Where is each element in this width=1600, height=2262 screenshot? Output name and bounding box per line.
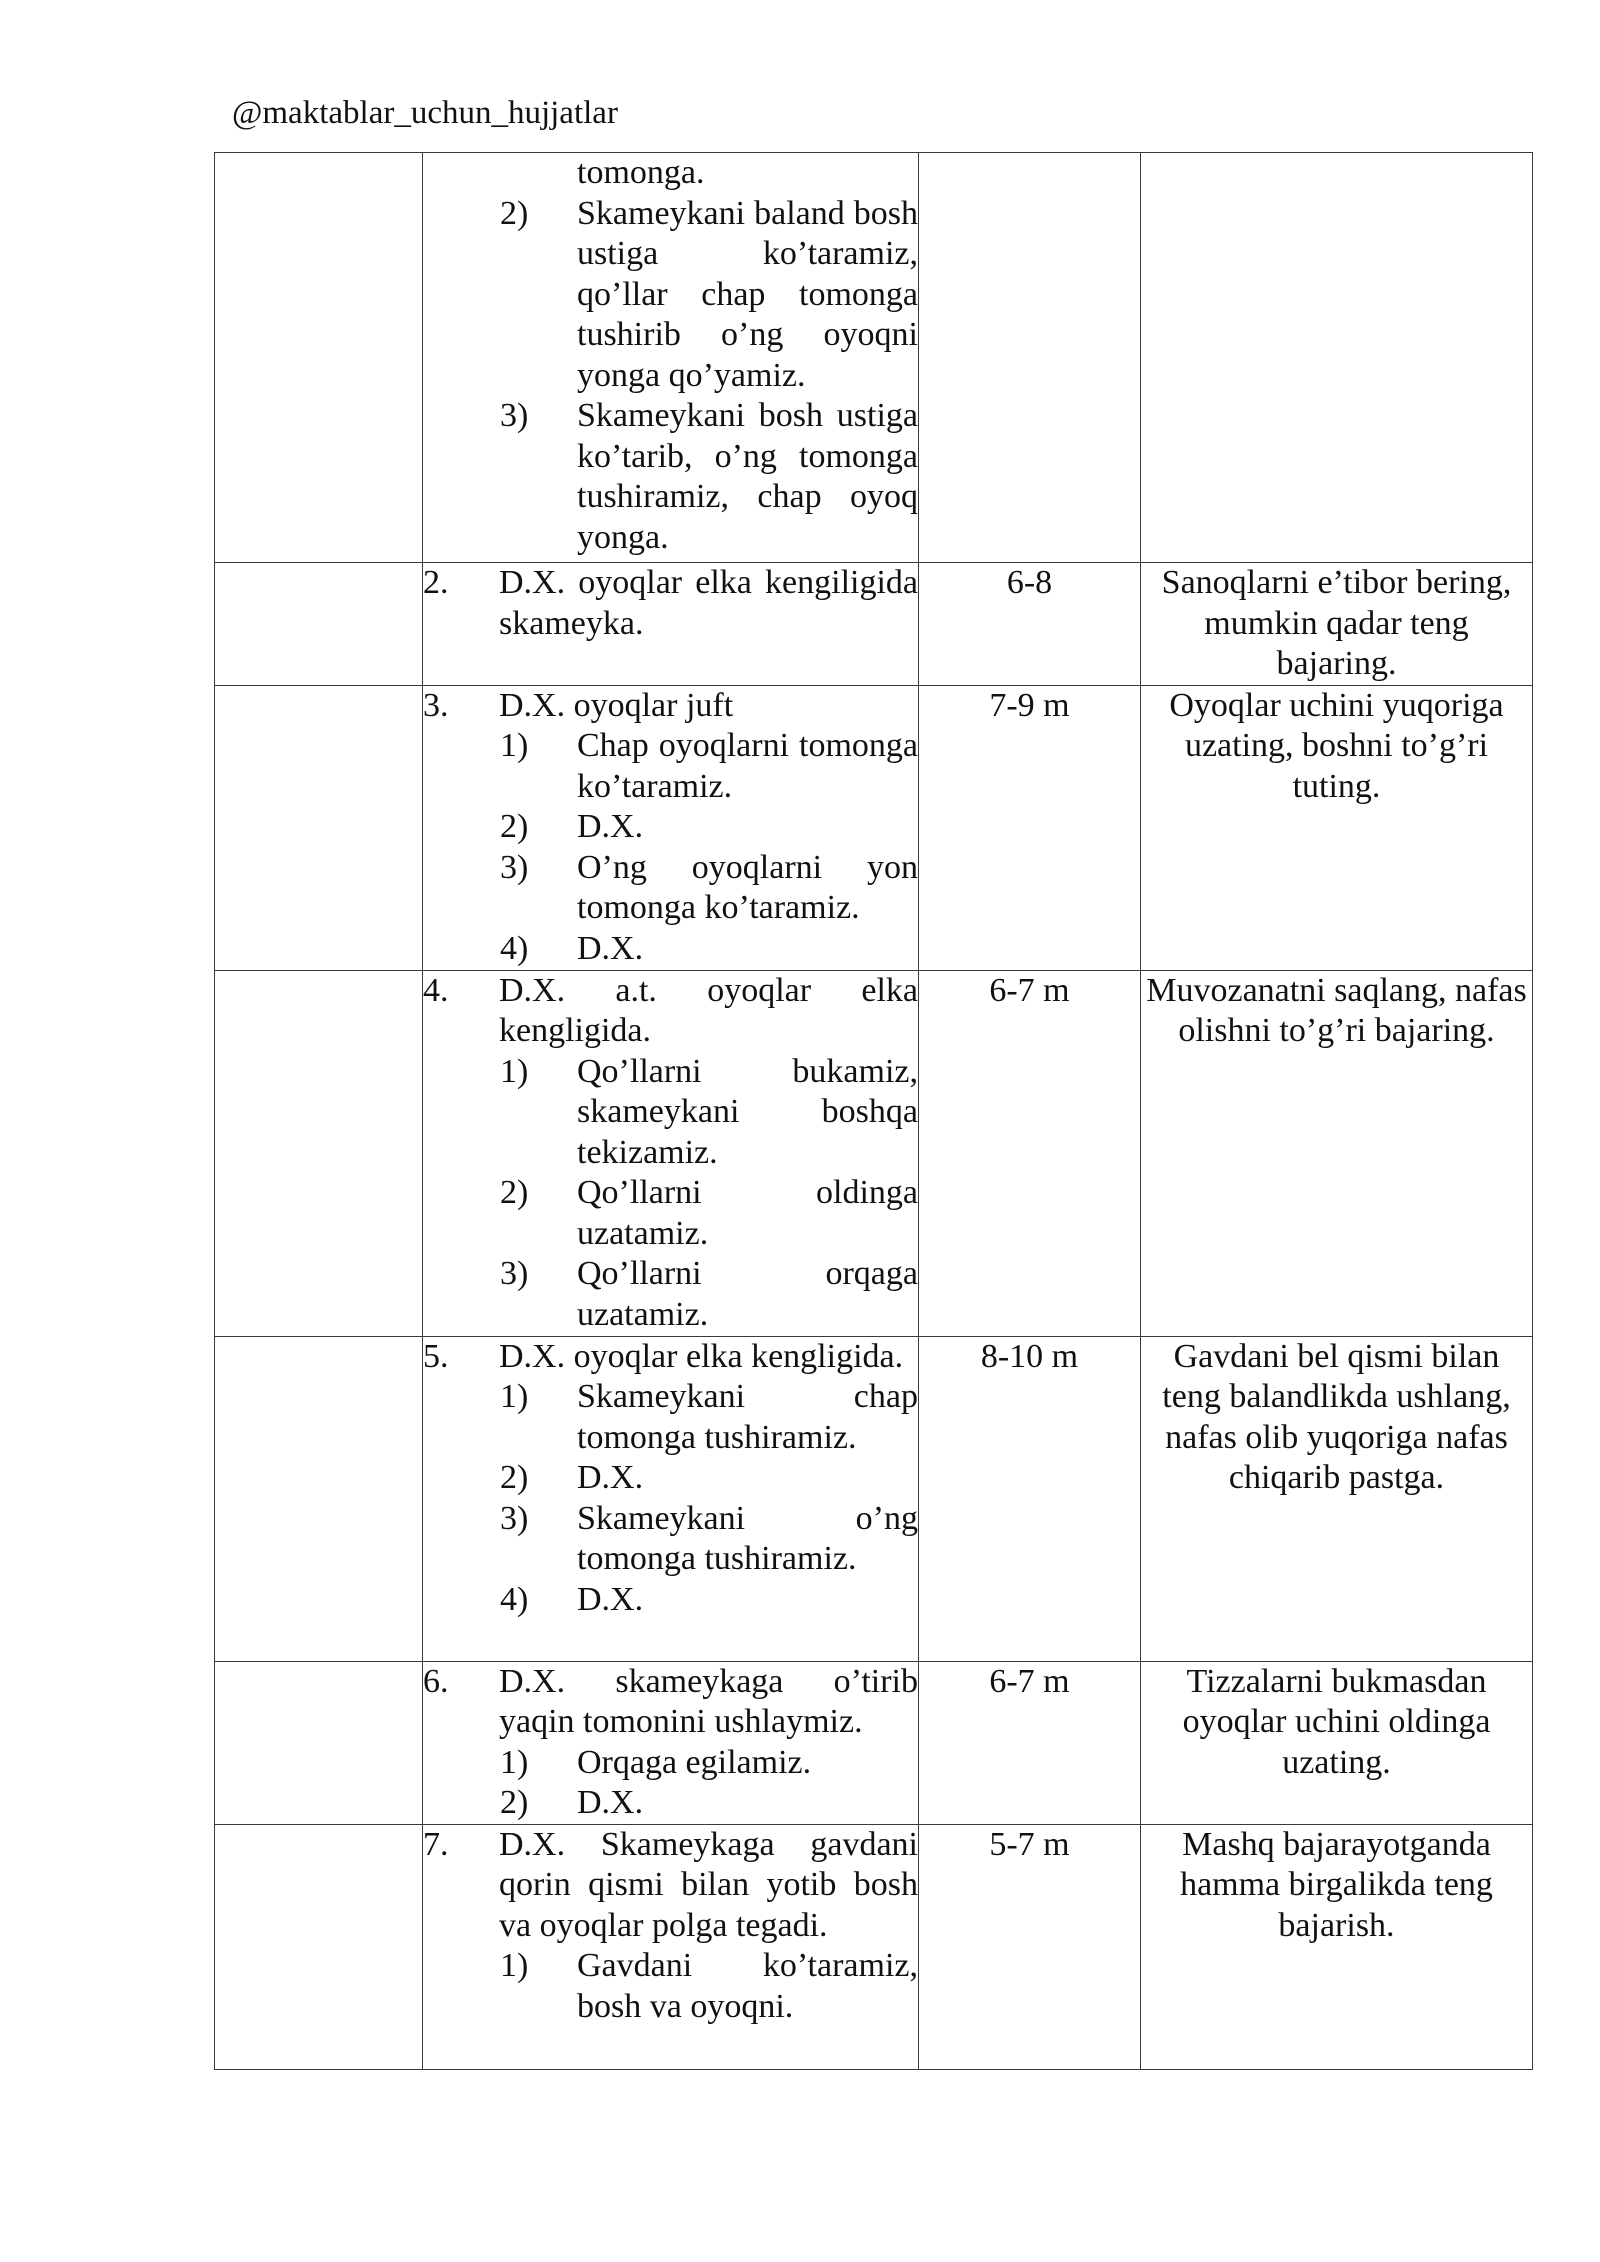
exercise-heading [423,563,918,644]
table-row [215,970,1533,1336]
exercise-step [423,807,918,848]
step-number: 3) [500,848,529,886]
exercise-number: 6. [423,1662,449,1700]
dosage-cell: 6-7 m [919,970,1141,1336]
step-text: D.X. [577,1784,644,1821]
step-number: 1) [500,1052,529,1090]
exercise-cell [423,1824,919,2069]
step-number: 2) [500,1459,529,1496]
step-text: Gavdani ko’taramiz, bosh va oyoqni. [577,1947,918,2025]
exercise-step [423,1173,918,1254]
note-cell [1141,153,1533,563]
exercise-table [214,152,1533,2070]
dosage-cell: 6-7 m [919,1661,1141,1824]
step-number: 2) [500,1174,529,1211]
step-text: D.X. [577,1459,644,1496]
step-text: D.X. [577,808,644,845]
exercise-cell [423,1661,919,1824]
step-text: Qo’llarni bukamiz, skameykani boshqa tekizamiz. [577,1052,918,1171]
exercise-step [423,1377,918,1458]
exercise-step [423,726,918,807]
step-number: 3) [500,1255,529,1292]
step-number: 2) [500,808,529,845]
exercise-cell [423,685,919,970]
exercise-step [423,1254,918,1335]
exercise-cell [423,970,919,1336]
dosage-cell [919,153,1141,563]
exercise-step [423,194,918,397]
exercise-step [423,929,918,970]
dosage-cell: 5-7 m [919,1824,1141,2069]
note-cell: Gavdani bel qismi bilan teng balandlikda ushlang, nafas olib yuqoriga nafas chiqarib pastga. [1141,1336,1533,1661]
exercise-intro: D.X. oyoqlar juft [499,686,734,724]
exercise-intro: D.X. oyoqlar elka kengiligida skameyka. [499,564,918,642]
note-cell: Muvozanatni saqlang, nafas olishni to’g’ri bajaring. [1141,970,1533,1336]
step-text: D.X. [577,929,644,967]
exercise-number: 2. [423,564,449,601]
table-row [215,1336,1533,1661]
exercise-step [423,396,918,558]
exercise-heading [423,1662,918,1743]
empty-cell [215,563,423,686]
step-number: 1) [500,1378,529,1415]
step-text: O’ng oyoqlarni yon tomonga ko’taramiz. [577,848,918,926]
step-text: Skameykani baland bosh ustiga ko’taramiz, qo’llar chap tomonga tushirib o’ng oyoqni yonga qo’yamiz. [577,194,918,394]
step-text: D.X. [577,1580,644,1618]
exercise-heading [423,1337,918,1378]
empty-cell [215,1336,423,1661]
step-text: Skameykani chap tomonga tushiramiz. [577,1378,918,1456]
exercise-cell [423,153,919,563]
note-cell: Tizzalarni bukmasdan oyoqlar uchini oldinga uzating. [1141,1661,1533,1824]
step-text: Qo’llarni orqaga uzatamiz. [577,1255,918,1333]
exercise-step [423,1580,918,1621]
step-text: Orqaga egilamiz. [577,1743,812,1781]
exercise-step [423,848,918,929]
empty-cell [215,970,423,1336]
dosage-cell: 6-8 [919,563,1141,686]
exercise-heading [423,1825,918,1947]
exercise-number: 5. [423,1337,449,1375]
step-number: 4) [500,929,529,967]
exercise-number: 3. [423,686,449,724]
empty-cell [215,1661,423,1824]
note-cell: Mashq bajarayotganda hamma birgalikda teng bajarish. [1141,1824,1533,2069]
step-number: 1) [500,1743,529,1781]
exercise-number: 4. [423,971,449,1009]
table-row [215,563,1533,686]
exercise-intro: D.X. skameykaga o’tirib yaqin tomonini ushlaymiz. [499,1662,918,1740]
exercise-heading [423,971,918,1052]
exercise-step [423,1743,918,1784]
step-number: 3) [500,397,529,434]
exercise-table-body [215,153,1533,2070]
step-number: 2) [500,194,529,232]
note-cell: Oyoqlar uchini yuqoriga uzating, boshni to’g’ri tuting. [1141,685,1533,970]
step-number: 1) [500,1947,529,1984]
exercise-cell [423,563,919,686]
table-row [215,153,1533,563]
exercise-step [423,1499,918,1580]
step-number: 3) [500,1499,529,1537]
page-header-channel: @maktablar_uchun_hujjatlar [232,95,618,131]
exercise-heading [423,686,918,727]
table-row [215,685,1533,970]
dosage-cell: 7-9 m [919,685,1141,970]
exercise-number: 7. [423,1825,449,1863]
step-number: 2) [500,1784,529,1821]
exercise-cell [423,1336,919,1661]
note-cell: Sanoqlarni e’tibor bering, mumkin qadar teng bajaring. [1141,563,1533,686]
empty-cell [215,153,423,563]
step-number: 4) [500,1580,529,1618]
empty-cell [215,1824,423,2069]
table-row [215,1661,1533,1824]
empty-cell [215,685,423,970]
step-number: 1) [500,727,529,764]
exercise-step [423,1783,918,1824]
table-row [215,1824,1533,2069]
step-text: Chap oyoqlarni tomonga ko’taramiz. [577,727,918,805]
exercise-intro: D.X. oyoqlar elka kengligida. [499,1337,904,1375]
step-text: Skameykani bosh ustiga ko’tarib, o’ng tomonga tushiramiz, chap oyoq yonga. [577,397,918,556]
step-text: Qo’llarni oldinga uzatamiz. [577,1174,918,1252]
continued-text: tomonga. [577,154,705,191]
exercise-intro: D.X. a.t. oyoqlar elka kengligida. [499,971,918,1049]
exercise-step [423,1052,918,1174]
exercise-step [423,1458,918,1499]
exercise-intro: D.X. Skameykaga gavdani qorin qismi bilan yotib bosh va oyoqlar polga tegadi. [499,1825,918,1944]
step-text: Skameykani o’ng tomonga tushiramiz. [577,1499,918,1577]
exercise-step [423,1946,918,2027]
dosage-cell: 8-10 m [919,1336,1141,1661]
